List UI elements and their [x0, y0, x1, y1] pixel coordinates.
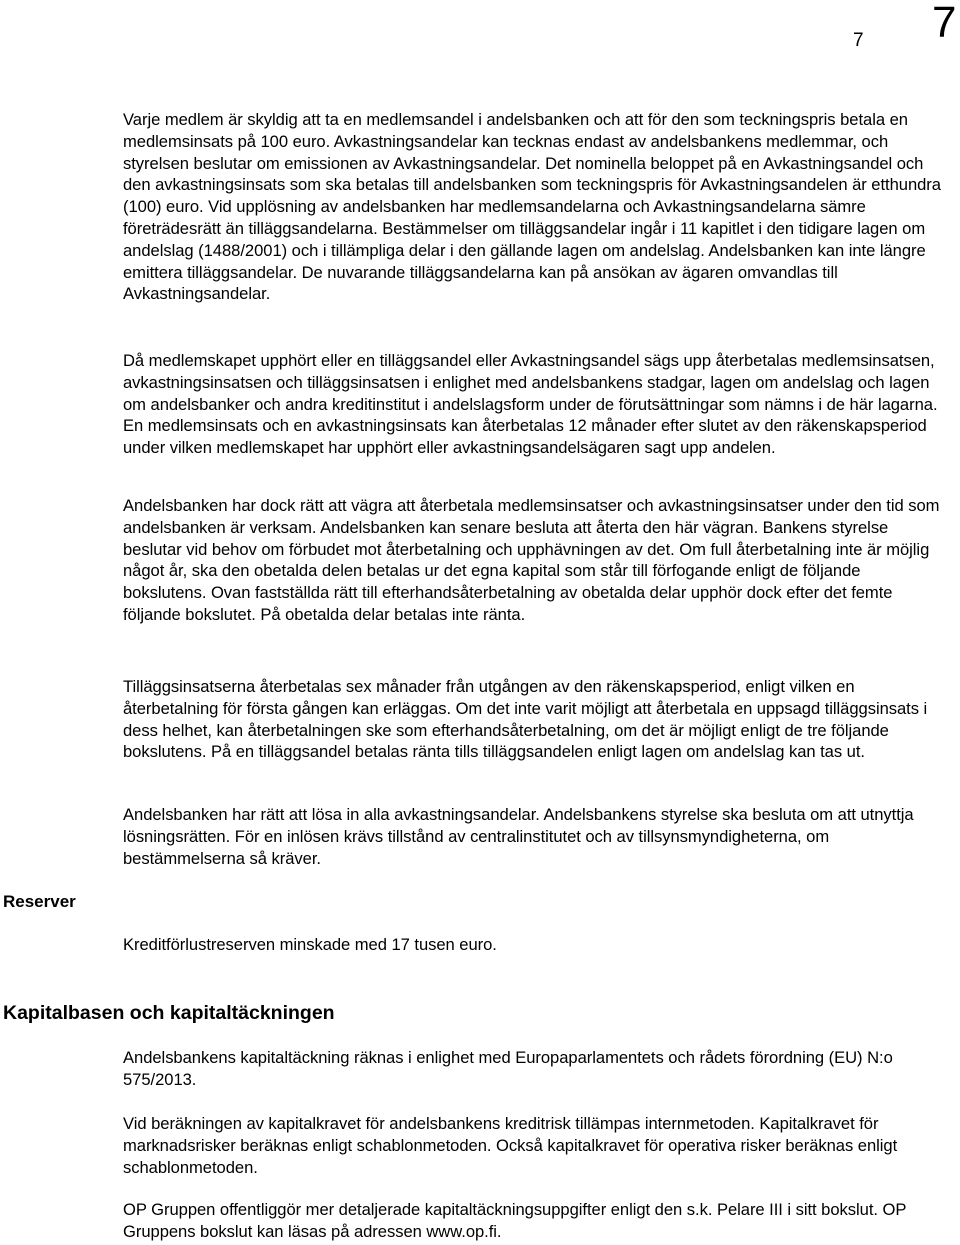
- paragraph-pelare-iii: OP Gruppen offentliggör mer detaljerade kapitaltäckningsuppgifter enligt den s.k. Pelare III i sitt bokslut. OP Gruppens bokslut kan läsas på adressen www.op.fi.: [123, 1200, 907, 1241]
- paragraph-medlemsandelar: Varje medlem är skyldig att ta en medlemsandel i andelsbanken och att för den som teckningspris betala en medlemsinsats på 100 euro. Avkastningsandelar kan tecknas endast av andelsbankens medlemmar, och styrelsen beslutar om emissionen av Avkastningsandelar. Det nominella beloppet på en Avkastningsandel och den avkastningsinsats som ska betalas till andelsbanken som teckningspris för Avkastningsandelen är etthundra (100) euro. Vid upplösning av andelsbanken har medlemsandelarna och Avkastningsandelarna sämre företrädesrätt än tilläggsandelarna. Bestämmelser om tilläggsandelar ingår i 11 kapitlet i den tidigare lagen om andelslag (1488/2001) och i tillämpliga delar i den gällande lagen om andelslag. Andelsbanken kan inte längre emittera tilläggsandelar. De nuvarande tilläggsandelarna kan på ansökan av ägaren omvandlas till Avkastningsandelar.: [123, 110, 941, 304]
- page-number-large: 7: [932, 0, 957, 47]
- paragraph-kreditforlustreserv: Kreditförlustreserven minskade med 17 tusen euro.: [123, 935, 497, 954]
- paragraph-internmetoden: Vid beräkningen av kapitalkravet för andelsbankens kreditrisk tillämpas internmetoden. Kapitalkravet för marknadsrisker beräknas enligt schablonmetoden. Också kapitalkravet för operativa risker beräknas enligt schablonmetoden.: [123, 1114, 898, 1177]
- section-label-reserver: Reserver: [3, 892, 76, 911]
- paragraph-inlosen: Andelsbanken har rätt att lösa in alla avkastningsandelar. Andelsbankens styrelse ska besluta om att utnyttja lösningsrätten. För en inlösen krävs tillstånd av centralinstitutet och av tillsynsmyndigheterna, om bestämmelserna så kräver.: [123, 805, 914, 868]
- page-number-small: 7: [853, 30, 864, 51]
- paragraph-tillaggsinsatser: Tilläggsinsatserna återbetalas sex månader från utgången av den räkenskapsperiod, enligt vilken en återbetalning för första gången kan erläggas. Om det inte varit möjligt att återbetala en uppsagd tilläggsinsats i dess helhet, kan återbetalningen ske som efterhandsåterbetalning, om det är möjligt enligt de tre följande bokslutens. På en tilläggsandel betalas ränta tills tilläggsandelen enligt lagen om andelslag kan tas ut.: [123, 677, 928, 762]
- section-heading-kapitalbasen: Kapitalbasen och kapitaltäckningen: [3, 1002, 335, 1024]
- paragraph-aterbetalning: Då medlemskapet upphört eller en tilläggsandel eller Avkastningsandel sägs upp återbetalas medlemsinsatsen, avkastningsinsatsen och tilläggsinsatsen i enlighet med andelsbankens stadgar, lagen om andelslag och lagen om andelsbanker och andra kreditinstitut i andelslagsform under de förutsättningar som nämns i de här lagarna. En medlemsinsats och en avkastningsinsats kan återbetalas 12 månader efter slutet av den räkenskapsperiod under vilken medlemskapet har upphört eller avkastningsandelsägaren sagt upp andelen.: [123, 351, 938, 458]
- paragraph-vagran: Andelsbanken har dock rätt att vägra att återbetala medlemsinsatser och avkastningsinsatser under den tid som andelsbanken är verksam. Andelsbanken kan senare besluta att återta den här vägran. Bankens styrelse beslutar vid behov om förbudet mot återbetalning och upphävningen av det. Om full återbetalning inte är möjlig något år, ska den obetalda delen betalas ur det egna kapital som står till förfogande enligt de följande bokslutens. Ovan fastställda rätt till efterhandsåterbetalning av obetalda delar upphör dock efter det femte följande bokslutet. På obetalda delar betalas inte ränta.: [123, 496, 940, 624]
- paragraph-kapitaltackning: Andelsbankens kapitaltäckning räknas i enlighet med Europaparlamentets och rådets förordning (EU) N:o 575/2013.: [123, 1048, 893, 1089]
